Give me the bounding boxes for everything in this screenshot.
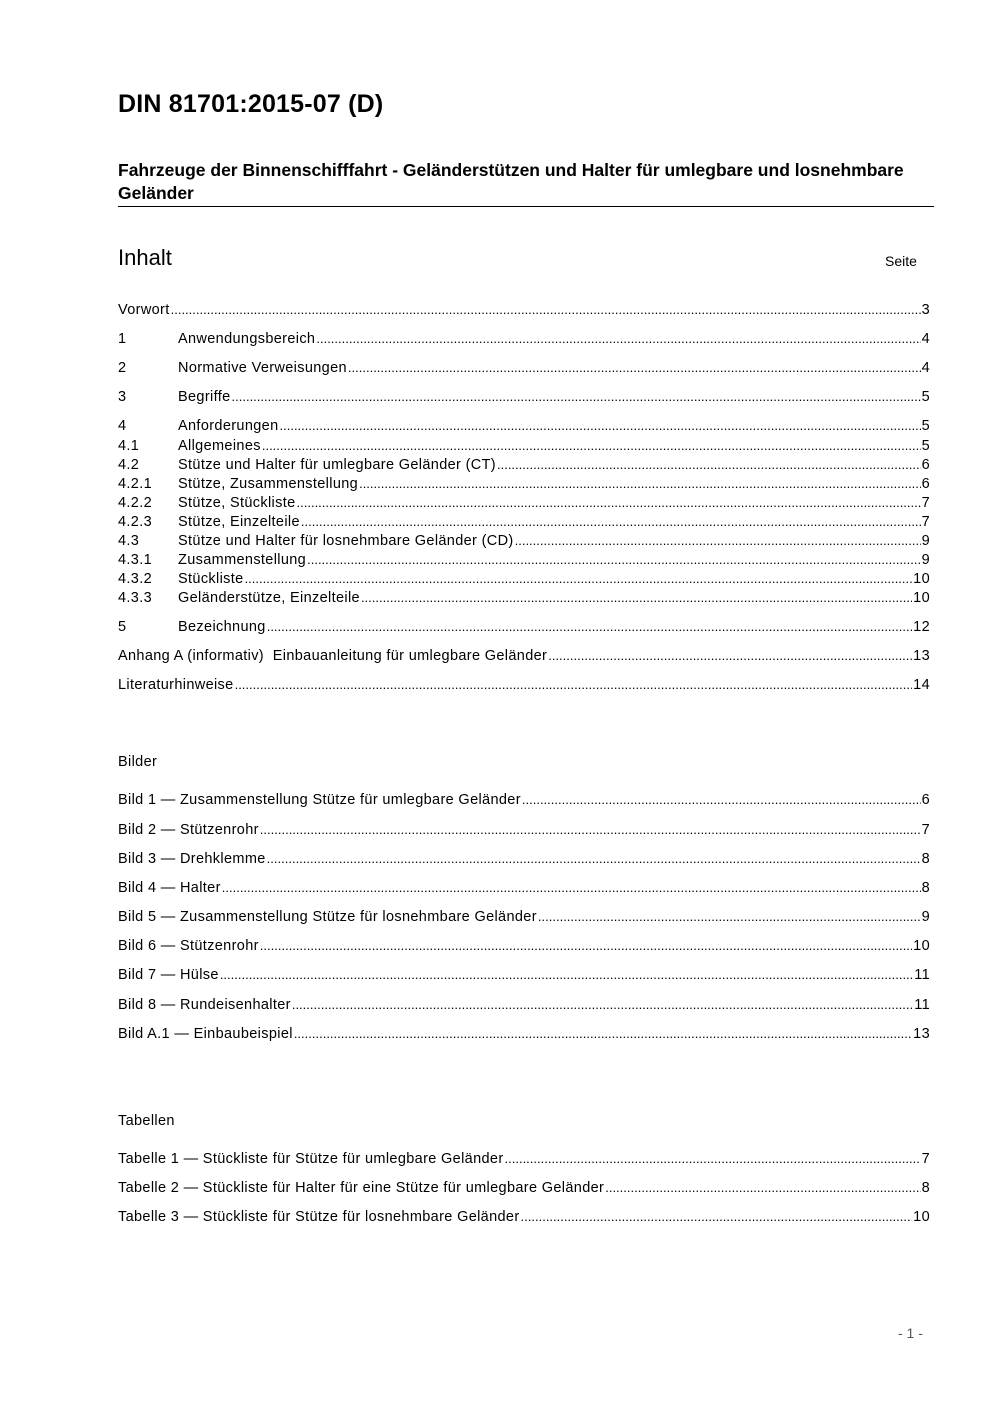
toc-entry-number: 4.3 — [118, 533, 140, 549]
figure-entry-page: 11 — [914, 997, 930, 1013]
figure-entry-page: 8 — [921, 880, 930, 896]
figure-entry-title: Bild 3 — Drehklemme — [118, 851, 266, 867]
table-entry-title: Tabelle 1 — Stückliste für Stütze für umlegbare Geländer — [118, 1151, 504, 1167]
toc-entry-4[interactable] — [118, 418, 930, 437]
toc-entry-title: Anforderungen — [178, 418, 279, 434]
toc-entry-title: Literaturhinweise — [118, 677, 234, 693]
toc-entry-page: 4 — [921, 331, 930, 347]
toc-entry-page: 10 — [913, 590, 930, 606]
toc-entry-number: 4.2.2 — [118, 495, 152, 511]
figure-entry-title: Bild 8 — Rundeisenhalter — [118, 997, 291, 1013]
figure-entry-title: Bild 5 — Zusammenstellung Stütze für losnehmbare Geländer — [118, 909, 537, 925]
toc-entry-vorwort[interactable] — [118, 302, 930, 321]
figure-entry-title: Bild 6 — Stützenrohr — [118, 938, 259, 954]
toc-entry-page: 13 — [913, 648, 930, 664]
toc-entry-number: 4.3.3 — [118, 590, 152, 606]
figure-entry[interactable] — [118, 909, 930, 928]
toc-entry-number: 4.3.2 — [118, 571, 152, 587]
toc-entry-1[interactable] — [118, 331, 930, 350]
figure-entry[interactable] — [118, 822, 930, 841]
toc-entry-page: 7 — [921, 495, 930, 511]
toc-entry-number: 3 — [118, 389, 127, 405]
toc-entry-page: 6 — [921, 457, 930, 473]
toc-entry-3[interactable] — [118, 389, 930, 408]
toc-entry-literaturhinweise[interactable] — [118, 677, 930, 696]
toc-entry-page: 5 — [921, 389, 930, 405]
toc-entry-page: 7 — [921, 514, 930, 530]
toc-entry-number: 4.2 — [118, 457, 140, 473]
toc-entry-4-3[interactable] — [118, 533, 930, 552]
toc-entry-title: Stütze, Stückliste — [178, 495, 296, 511]
toc-entry-page: 5 — [921, 418, 930, 434]
toc-entry-page: 9 — [921, 533, 930, 549]
toc-entry-title: Bezeichnung — [178, 619, 266, 635]
figure-entry-page: 11 — [914, 967, 930, 983]
figure-entry-page: 9 — [921, 909, 930, 925]
toc-entry-title: Begriffe — [178, 389, 231, 405]
toc-entry-4-3-3[interactable] — [118, 590, 930, 609]
toc-entry-title: Zusammenstellung — [178, 552, 307, 568]
toc-entry-title: Anhang A (informativ) Einbauanleitung für umlegbare Geländer — [118, 648, 548, 664]
toc-entry-4-2-2[interactable] — [118, 495, 930, 514]
toc-entry-4-2[interactable] — [118, 457, 930, 476]
table-entry-page: 7 — [921, 1151, 930, 1167]
toc-entry-number: 4 — [118, 418, 127, 434]
figure-entry-title: Bild 7 — Hülse — [118, 967, 219, 983]
figure-entry-page: 13 — [913, 1026, 930, 1042]
toc-entry-title: Stütze und Halter für losnehmbare Geländer (CD) — [178, 533, 514, 549]
toc-entry-number: 4.2.1 — [118, 476, 152, 492]
title-divider — [118, 206, 934, 207]
figure-entry[interactable] — [118, 880, 930, 899]
toc-entry-number: 4.2.3 — [118, 514, 152, 530]
toc-entry-number: 4.3.1 — [118, 552, 152, 568]
document-subtitle: Fahrzeuge der Binnenschifffahrt - Geländerstützen und Halter für umlegbare und losnehmbare Geländer — [118, 160, 904, 203]
toc-entry-4-1[interactable] — [118, 438, 930, 457]
figure-entry[interactable] — [118, 967, 930, 986]
toc-entry-title: Stütze und Halter für umlegbare Geländer (CT) — [178, 457, 496, 473]
toc-entry-number: 1 — [118, 331, 127, 347]
table-entry[interactable] — [118, 1180, 930, 1199]
toc-heading: Inhalt — [118, 245, 172, 270]
toc-entry-title: Anwendungsbereich — [178, 331, 316, 347]
figure-entry[interactable] — [118, 938, 930, 957]
toc-entry-5[interactable] — [118, 619, 930, 638]
table-entry-page: 10 — [913, 1209, 930, 1225]
figure-entry[interactable] — [118, 1026, 930, 1045]
toc-entry-anhang-a[interactable] — [118, 648, 930, 667]
page-number: - 1 - — [898, 1325, 923, 1341]
toc-entry-title: Stütze, Einzelteile — [178, 514, 300, 530]
figure-entry-title: Bild A.1 — Einbaubeispiel — [118, 1026, 293, 1042]
toc-entry-number: 4.1 — [118, 438, 140, 454]
toc-entry-number: 5 — [118, 619, 127, 635]
figure-entry-page: 6 — [921, 792, 930, 808]
tables-heading: Tabellen — [118, 1113, 175, 1129]
toc-entry-4-2-1[interactable] — [118, 476, 930, 495]
figure-entry-title: Bild 1 — Zusammenstellung Stütze für umlegbare Geländer — [118, 792, 521, 808]
toc-entry-page: 9 — [921, 552, 930, 568]
toc-entry-4-3-1[interactable] — [118, 552, 930, 571]
toc-entry-title: Allgemeines — [178, 438, 261, 454]
toc-entry-title: Stückliste — [178, 571, 244, 587]
toc-entry-page: 6 — [921, 476, 930, 492]
toc-entry-page: 12 — [913, 619, 930, 635]
table-entry-title: Tabelle 3 — Stückliste für Stütze für losnehmbare Geländer — [118, 1209, 520, 1225]
figure-entry[interactable] — [118, 851, 930, 870]
toc-entry-page: 4 — [921, 360, 930, 376]
figure-entry-title: Bild 4 — Halter — [118, 880, 221, 896]
toc-entry-page: 5 — [921, 438, 930, 454]
toc-entry-title: Vorwort — [118, 302, 170, 318]
toc-entry-4-3-2[interactable] — [118, 571, 930, 590]
toc-entry-page: 10 — [913, 571, 930, 587]
toc-entry-title: Stütze, Zusammenstellung — [178, 476, 359, 492]
toc-entry-4-2-3[interactable] — [118, 514, 930, 533]
toc-entry-title: Geländerstütze, Einzelteile — [178, 590, 360, 606]
figure-entry-page: 10 — [913, 938, 930, 954]
figure-entry[interactable] — [118, 792, 930, 811]
toc-entry-number: 2 — [118, 360, 127, 376]
toc-entry-2[interactable] — [118, 360, 930, 379]
figure-entry-title: Bild 2 — Stützenrohr — [118, 822, 259, 838]
toc-entry-page: 3 — [921, 302, 930, 318]
table-entry-title: Tabelle 2 — Stückliste für Halter für eine Stütze für umlegbare Geländer — [118, 1180, 605, 1196]
figure-entry-page: 7 — [921, 822, 930, 838]
figures-heading: Bilder — [118, 754, 158, 770]
figure-entry[interactable] — [118, 997, 930, 1016]
toc-page-column-heading: Seite — [885, 253, 917, 269]
table-entry-page: 8 — [921, 1180, 930, 1196]
document-id: DIN 81701:2015-07 (D) — [118, 90, 384, 118]
toc-entry-page: 14 — [913, 677, 930, 693]
figure-entry-page: 8 — [921, 851, 930, 867]
toc-entry-title: Normative Verweisungen — [178, 360, 347, 376]
table-entry[interactable] — [118, 1209, 930, 1228]
table-entry[interactable] — [118, 1151, 930, 1170]
